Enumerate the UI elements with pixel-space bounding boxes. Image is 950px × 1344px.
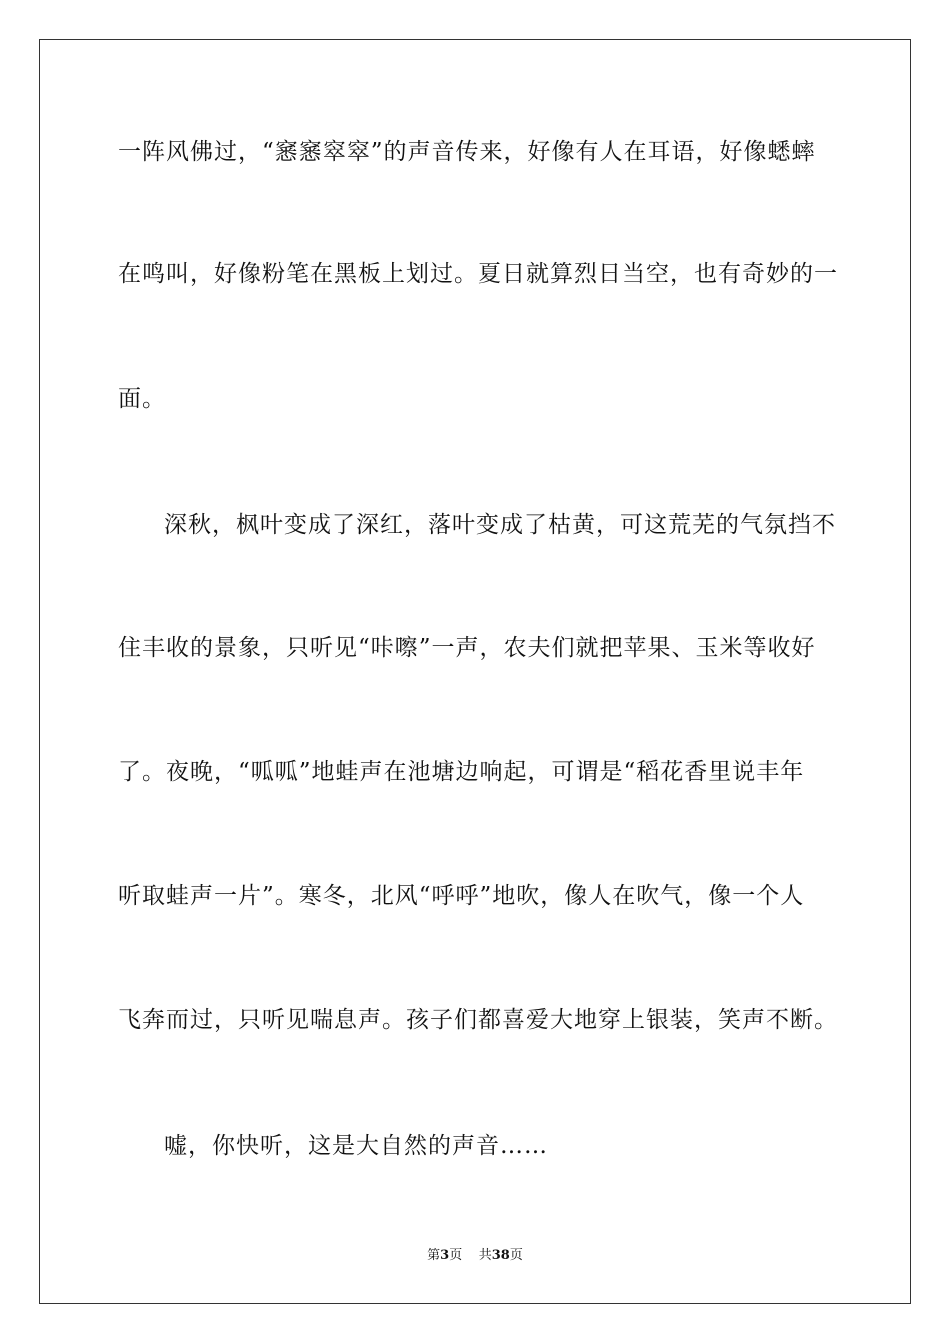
total-prefix: 共 <box>478 1248 492 1263</box>
paragraph-line: 一阵风佛过，“窸窸窣窣”的声音传来，好像有人在耳语，好像蟋蟀 <box>118 139 816 165</box>
page-number: 3 <box>440 1248 450 1263</box>
paragraph-line: 飞奔而过，只听见喘息声。孩子们都喜爱大地穿上银装，笑声不断。 <box>118 1007 838 1033</box>
paragraph-line: 了。夜晚，“呱呱”地蛙声在池塘边响起，可谓是“稻花香里说丰年 <box>118 759 805 785</box>
total-pages: 38 <box>491 1248 510 1263</box>
paragraph-line: 听取蛙声一片”。寒冬，北风“呼呼”地吹，像人在吹气，像一个人 <box>118 883 805 909</box>
page-footer <box>0 1247 950 1265</box>
total-suffix: 页 <box>509 1248 523 1263</box>
paragraph-line: 深秋，枫叶变成了深红，落叶变成了枯黄，可这荒芜的气氛挡不 <box>164 512 836 538</box>
page-border <box>39 39 911 1304</box>
paragraph-line: 住丰收的景象，只听见“咔嚓”一声，农夫们就把苹果、玉米等收好 <box>118 635 816 661</box>
paragraph-line: 在鸣叫，好像粉笔在黑板上划过。夏日就算烈日当空，也有奇妙的一 <box>118 261 838 287</box>
page-prefix: 第 <box>427 1248 441 1263</box>
paragraph-line: 嘘，你快听，这是大自然的声音…… <box>164 1133 548 1159</box>
page-suffix: 页 <box>449 1248 463 1263</box>
paragraph-line: 面。 <box>118 386 166 412</box>
